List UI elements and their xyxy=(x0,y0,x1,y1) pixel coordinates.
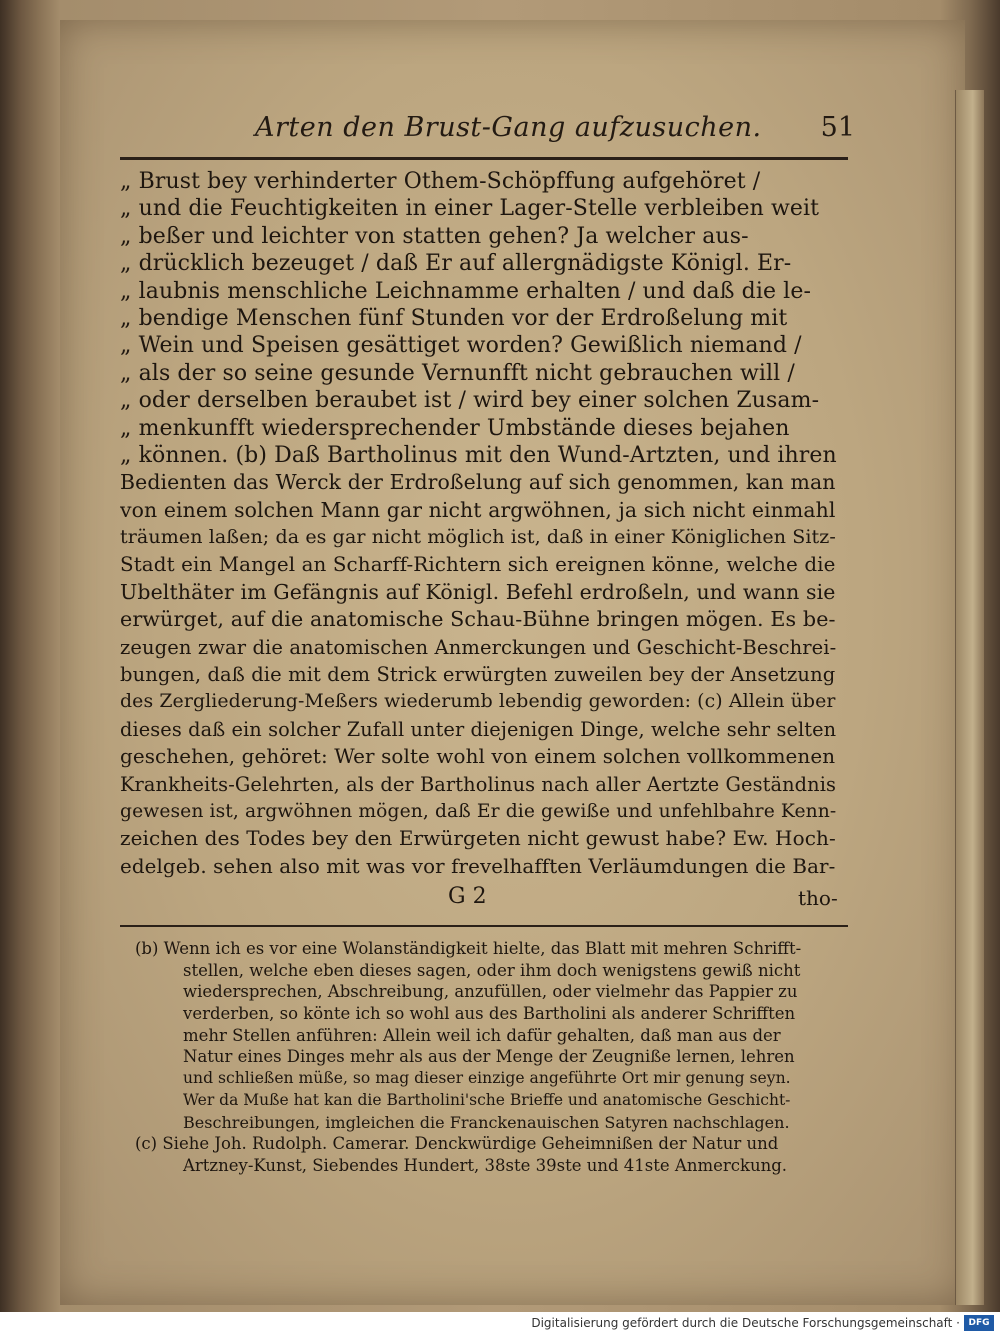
text-line: von einem solchen Mann gar nicht argwöhnen, ja sich nicht einmahl xyxy=(120,497,836,522)
running-title: Arten den Brust-Gang aufzusuchen. xyxy=(255,112,762,143)
text-line: „ als der so seine gesunde Vernunfft nicht gebrauchen will / xyxy=(120,360,795,386)
text-line: erwürget, auf die anatomische Schau-Bühne bringen mögen. Es be- xyxy=(120,607,836,632)
footnote-line: verderben, so könte ich so wohl aus des Bartholini als anderer Schrifften xyxy=(183,1004,796,1024)
text-line: Krankheits-Gelehrten, als der Bartholinus nach aller Aertzte Geständnis xyxy=(120,772,837,796)
main-text xyxy=(120,168,855,880)
header-rule xyxy=(120,157,848,160)
signature-mark: G 2 xyxy=(448,884,487,909)
footnote-line: wiedersprechen, Abschreibung, anzufüllen, oder vielmehr das Pappier zu xyxy=(183,982,798,1002)
text-line: „ Wein und Speisen gesättiget worden? Gewißlich niemand / xyxy=(120,333,802,359)
text-line: geschehen, gehöret: Wer solte wohl von einem solchen vollkommenen xyxy=(120,745,836,769)
dfg-logo: DFG xyxy=(964,1315,994,1331)
page-edge xyxy=(955,90,984,1305)
text-line: „ und die Feuchtigkeiten in einer Lager-Stelle verbleiben weit xyxy=(120,196,820,222)
footnote-line: (c) Siehe Joh. Rudolph. Camerar. Denckwürdige Geheimnißen der Natur und xyxy=(135,1134,779,1154)
text-line: „ laubnis menschliche Leichnamme erhalten / und daß die le- xyxy=(120,278,811,304)
footnote-line: Wer da Muße hat kan die Bartholini'sche Brieffe und anatomische Geschicht- xyxy=(183,1090,791,1109)
text-line: „ bendige Menschen fünf Stunden vor der Erdroßelung mit xyxy=(120,305,788,331)
text-line: gewesen ist, argwöhnen mögen, daß Er die gewiße und unfehlbahre Kenn- xyxy=(120,800,837,822)
footer-credit: Digitalisierung gefördert durch die Deutsche Forschungsgemeinschaft · xyxy=(531,1316,960,1330)
text-line: Stadt ein Mangel an Scharff-Richtern sich ereignen könne, welche die xyxy=(120,553,836,577)
text-line: „ Brust bey verhinderter Othem-Schöpffung aufgehöret / xyxy=(120,169,761,194)
text-line: edelgeb. sehen also mit was vor frevelhafften Verläumdungen die Bar- xyxy=(120,854,836,878)
footnote-rule xyxy=(120,925,848,927)
footnote-line: und schließen müße, so mag dieser einzige angeführte Ort mir genung seyn. xyxy=(183,1069,791,1088)
text-line: bungen, daß die mit dem Strick erwürgten zuweilen bey der Ansetzung xyxy=(120,663,836,687)
catchword: tho- xyxy=(798,886,838,910)
text-line: Bedienten das Werck der Erdroßelung auf sich genommen, kan man xyxy=(120,470,836,495)
text-line: „ können. (b) Daß Bartholinus mit den Wund-Artzten, und ihren xyxy=(120,442,837,468)
footnote-line: Beschreibungen, imgleichen die Franckenauischen Satyren nachschlagen. xyxy=(183,1112,790,1132)
text-line: „ drücklich bezeuget / daß Er auf allergnädigste Königl. Er- xyxy=(120,251,792,277)
footnote-line: Natur eines Dinges mehr als aus der Menge der Zeugniße lernen, lehren xyxy=(183,1047,795,1067)
text-line: dieses daß ein solcher Zufall unter diejenigen Dinge, welche sehr selten xyxy=(120,717,837,741)
text-line: „ oder derselben beraubet ist / wird bey einer solchen Zusam- xyxy=(120,388,820,414)
text-line: träumen laßen; da es gar nicht möglich ist, daß in einer Königlichen Sitz- xyxy=(120,526,836,549)
footnotes xyxy=(135,938,855,1177)
page-header xyxy=(255,112,855,148)
text-line: Ubelthäter im Gefängnis auf Königl. Befehl erdroßeln, und wann sie xyxy=(120,579,836,604)
footnote-line: stellen, welche eben dieses sagen, oder ihm doch wenigstens gewiß nicht xyxy=(183,960,801,980)
text-line: „ menkunfft wiedersprechender Umbstände dieses bejahen xyxy=(120,415,790,441)
text-line: zeugen zwar die anatomischen Anmerckungen und Geschicht-Beschrei- xyxy=(120,635,837,659)
footnote-line: Artzney-Kunst, Siebendes Hundert, 38ste 39ste und 41ste Anmerckung. xyxy=(183,1155,788,1175)
text-line: des Zergliederung-Meßers wiederumb lebendig geworden: (c) Allein über xyxy=(120,690,836,713)
footnote-line: (b) Wenn ich es vor eine Wolanständigkeit hielte, das Blatt mit mehren Schrifft- xyxy=(135,939,802,958)
footnote-line: mehr Stellen anführen: Allein weil ich dafür gehalten, daß man aus der xyxy=(183,1025,781,1045)
digitization-footer xyxy=(0,1312,1000,1335)
text-line: zeichen des Todes bey den Erwürgeten nicht gewust habe? Ew. Hoch- xyxy=(120,826,836,851)
text-line: „ beßer und leichter von statten gehen? Ja welcher aus- xyxy=(120,223,749,249)
page-number: 51 xyxy=(820,112,855,143)
